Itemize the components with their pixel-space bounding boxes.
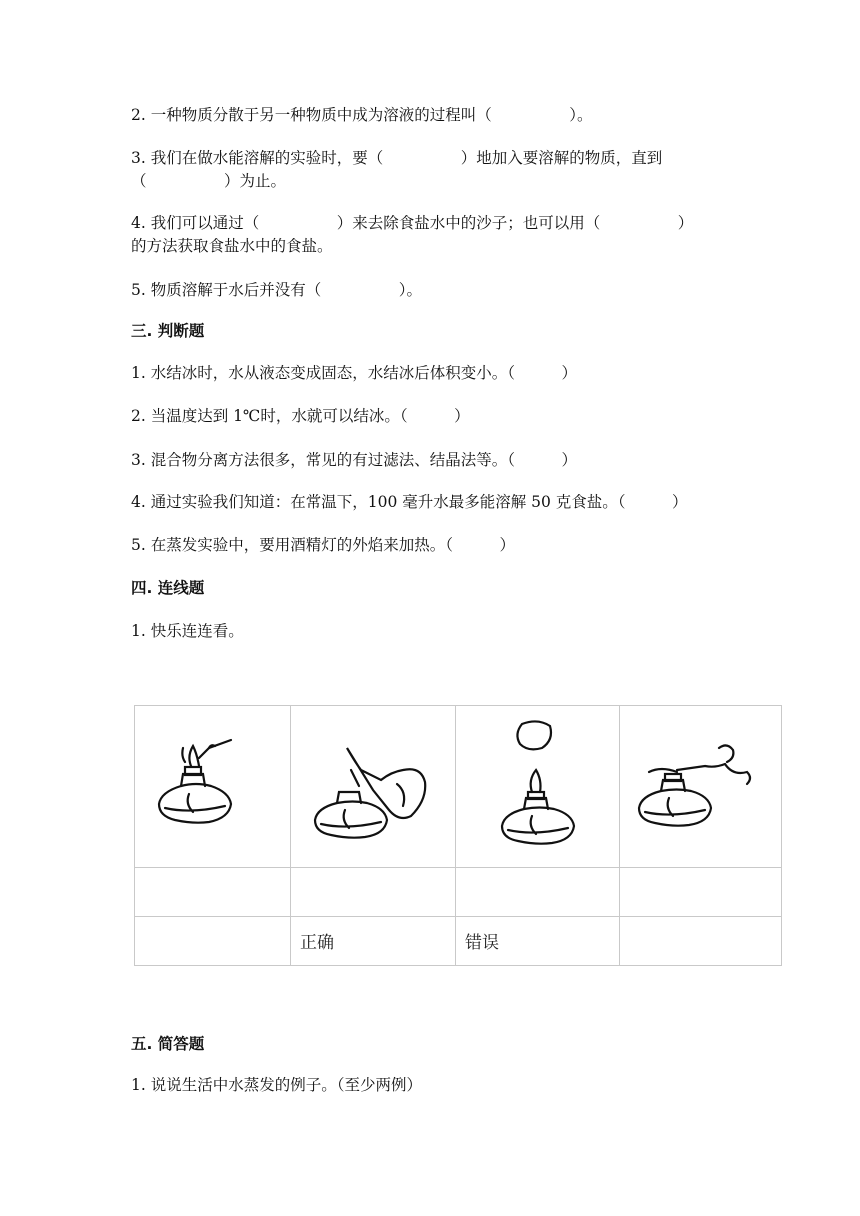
alcohol-lamp-with-cap-lifted-icon xyxy=(480,714,590,864)
question-2-3-line2: （ ）为止。 xyxy=(131,172,287,190)
judge-item-3: 3. 混合物分离方法很多，常见的有过滤法、结晶法等。（ ） xyxy=(131,451,577,469)
table-label-correct: 正确 xyxy=(300,933,334,953)
judge-item-2: 2. 当温度达到 1℃时，水就可以结冰。（ ） xyxy=(131,407,470,425)
question-2-3-line1: 3. 我们在做水能溶解的实验时，要（ ）地加入要溶解的物质，直到 xyxy=(131,149,663,167)
question-2-4-line2: 的方法获取食盐水中的食盐。 xyxy=(131,237,333,255)
table-label-wrong: 错误 xyxy=(465,933,499,953)
judge-item-1: 1. 水结冰时，水从液态变成固态，水结冰后体积变小。（ ） xyxy=(131,364,577,382)
alcohol-lamp-blown-out-icon xyxy=(635,736,770,851)
alcohol-lamp-lit-with-another-lamp-icon xyxy=(151,734,271,849)
judge-item-5: 5. 在蒸发实验中，要用酒精灯的外焰来加热。（ ） xyxy=(131,536,515,554)
section-5-heading: 五. 简答题 xyxy=(131,1035,205,1053)
matching-question-1: 1. 快乐连连看。 xyxy=(131,622,244,640)
section-4-heading: 四. 连线题 xyxy=(131,579,205,597)
alcohol-lamp-being-refilled-icon xyxy=(303,740,438,852)
matching-table xyxy=(134,705,782,966)
question-2-4-line1: 4. 我们可以通过（ ）来去除食盐水中的沙子；也可以用（ ） xyxy=(131,214,694,232)
short-answer-question-1: 1. 说说生活中水蒸发的例子。（至少两例） xyxy=(131,1076,422,1094)
section-3-heading: 三. 判断题 xyxy=(131,322,205,340)
question-2-2: 2. 一种物质分散于另一种物质中成为溶液的过程叫（ ）。 xyxy=(131,106,593,124)
question-2-5: 5. 物质溶解于水后并没有（ ）。 xyxy=(131,281,422,299)
judge-item-4: 4. 通过实验我们知道：在常温下，100 毫升水最多能溶解 50 克食盐。（ ） xyxy=(131,493,688,511)
